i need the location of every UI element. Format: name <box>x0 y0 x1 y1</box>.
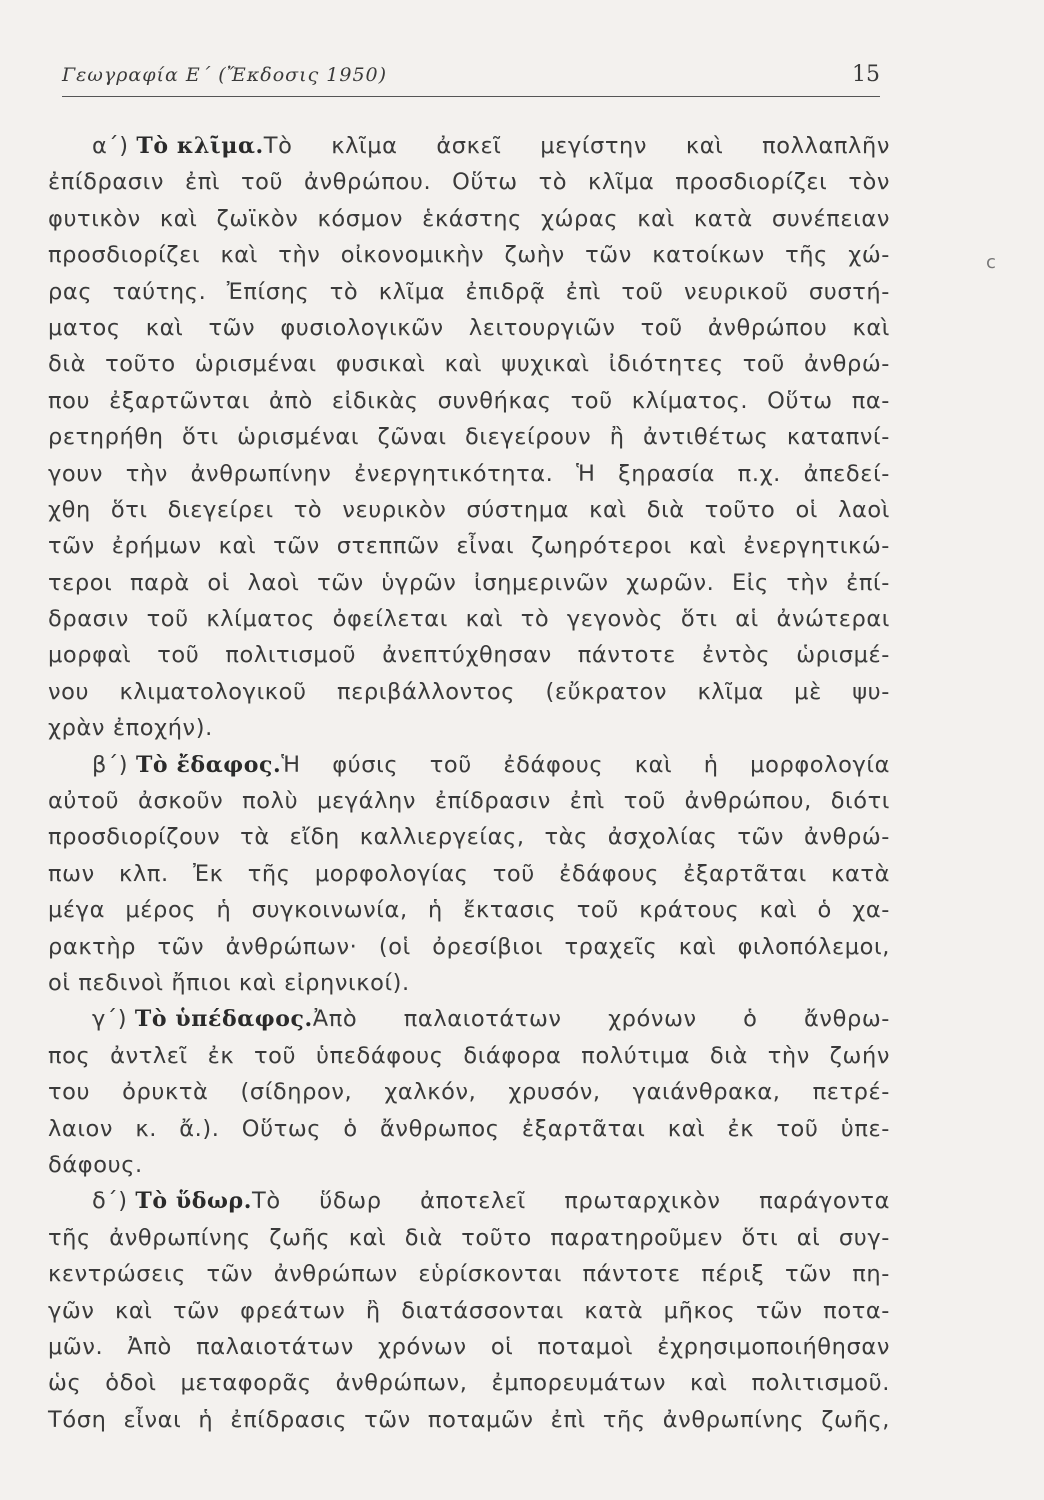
line-text: τεροι παρὰ οἱ λαοὶ τῶν ὑγρῶν ἰσημερινῶν χωρῶν. Εἰς τὴν ἐπί- <box>48 569 890 596</box>
line-text: ὡς ὁδοὶ μεταφορᾶς ἀνθρώπων, ἐμπορευμάτων καὶ πολιτισμοῦ. <box>48 1370 890 1397</box>
text-line <box>48 783 890 819</box>
text-line <box>48 856 890 892</box>
section-heading: Τὸ ἔδαφος. <box>135 751 282 778</box>
text-line <box>48 164 890 200</box>
line-text: προσδιορίζει καὶ τὴν οἰκονομικὴν ζωὴν τῶν κατοίκων τῆς χώ- <box>48 242 890 269</box>
running-header <box>62 62 880 97</box>
section-label: α΄) <box>92 133 137 159</box>
text-line <box>48 929 890 965</box>
text-line <box>48 274 890 310</box>
line-text: προσδιορίζουν τὰ εἴδη καλλιεργείας, τὰς ἀσχολίας τῶν ἀνθρώ- <box>48 824 890 851</box>
line-text: Ἡ φύσις τοῦ ἐδάφους καὶ ἡ μορφολογία <box>281 751 890 778</box>
text-line <box>48 456 890 492</box>
text-line <box>48 237 890 273</box>
text-line <box>48 310 890 346</box>
line-text: πων κλπ. Ἐκ τῆς μορφολογίας τοῦ ἐδάφους ἐξαρτᾶται κατὰ <box>48 860 890 887</box>
text-line <box>48 637 890 673</box>
line-text: χθη ὅτι διεγείρει τὸ νευρικὸν σύστημα καὶ διὰ τοῦτο οἱ λαοὶ <box>48 496 890 523</box>
book-title: Γεωγραφία Ε΄ (Ἔκδοσις 1950) <box>62 64 388 86</box>
line-text: του ὀρυκτὰ (σίδηρον, χαλκόν, χρυσόν, γαιάνθρακα, πετρέ- <box>48 1079 890 1106</box>
line-text: Ἀπὸ παλαιοτάτων χρόνων ὁ ἄνθρω- <box>312 1006 890 1033</box>
line-text: μῶν. Ἀπὸ παλαιοτάτων χρόνων οἱ ποταμοὶ ἐχρησιμοποιήθησαν <box>48 1333 890 1360</box>
line-text: κεντρώσεις τῶν ἀνθρώπων εὑρίσκονται πάντοτε πέριξ τῶν πη- <box>48 1261 890 1288</box>
line-text: φυτικὸν καὶ ζωϊκὸν κόσμον ἑκάστης χώρας καὶ κατὰ συνέπειαν <box>48 205 890 232</box>
line-text: που ἐξαρτῶνται ἀπὸ εἰδικὰς συνθήκας τοῦ κλίματος. Οὕτω πα- <box>48 387 890 414</box>
line-text: ματος καὶ τῶν φυσιολογικῶν λειτουργιῶν τοῦ ἀνθρώπου καὶ <box>48 314 890 341</box>
text-line <box>48 965 890 1001</box>
text-line <box>48 1220 890 1256</box>
text-line <box>48 819 890 855</box>
text-line <box>48 346 890 382</box>
line-text: Τὸ κλῖμα ἀσκεῖ μεγίστην καὶ πολλαπλῆν <box>263 133 890 159</box>
section-label: γ΄) <box>92 1006 135 1033</box>
text-line <box>48 601 890 637</box>
text-line <box>48 1147 890 1183</box>
line-text: πος ἀντλεῖ ἐκ τοῦ ὑπεδάφους διάφορα πολύτιμα διὰ τὴν ζωήν <box>48 1042 890 1069</box>
text-line <box>48 1365 890 1401</box>
page-number: 15 <box>852 62 880 87</box>
text-line <box>48 383 890 419</box>
text-line <box>48 1074 890 1110</box>
line-text: γουν τὴν ἀνθρωπίνην ἐνεργητικότητα. Ἡ ξηρασία π.χ. ἀπεδεί- <box>48 460 890 487</box>
text-line <box>48 1038 890 1074</box>
line-text: μορφαὶ τοῦ πολιτισμοῦ ἀνεπτύχθησαν πάντοτε ἐντὸς ὡρισμέ- <box>48 642 890 669</box>
line-text: δρασιν τοῦ κλίματος ὀφείλεται καὶ τὸ γεγονὸς ὅτι αἱ ἀνώτεραι <box>48 606 890 633</box>
line-text: ρας ταύτης. Ἐπίσης τὸ κλῖμα ἐπιδρᾷ ἐπὶ τοῦ νευρικοῦ συστή- <box>48 278 890 305</box>
margin-mark: c <box>986 252 996 273</box>
text-line <box>48 710 890 746</box>
text-line <box>48 492 890 528</box>
line-text: δάφους. <box>48 1151 143 1178</box>
line-text: τῶν ἐρήμων καὶ τῶν στεππῶν εἶναι ζωηρότεροι καὶ ἐνεργητικώ- <box>48 533 890 560</box>
section-heading-line <box>48 747 890 783</box>
section-heading: Τὸ κλῖμα. <box>136 133 264 159</box>
line-text: γῶν καὶ τῶν φρεάτων ἢ διατάσσονται κατὰ μῆκος τῶν ποτα- <box>48 1297 890 1324</box>
text-line <box>48 528 890 564</box>
line-text: ἐπίδρασιν ἐπὶ τοῦ ἀνθρώπου. Οὕτω τὸ κλῖμα προσδιορίζει τὸν <box>48 169 890 196</box>
body-text <box>48 128 890 1438</box>
section-heading-line <box>48 128 890 164</box>
line-text: Τόση εἶναι ἡ ἐπίδρασις τῶν ποταμῶν ἐπὶ τῆς ἀνθρωπίνης ζωῆς, <box>48 1406 890 1433</box>
text-line <box>48 201 890 237</box>
line-text: οἱ πεδινοὶ ἤπιοι καὶ εἰρηνικοί). <box>48 969 410 996</box>
section-heading-line <box>48 1183 890 1219</box>
line-text: μέγα μέρος ἡ συγκοινωνία, ἡ ἔκτασις τοῦ κράτους καὶ ὁ χα- <box>48 897 890 924</box>
text-line <box>48 674 890 710</box>
line-text: νου κλιματολογικοῦ περιβάλλοντος (εὔκρατον κλῖμα μὲ ψυ- <box>48 678 890 705</box>
line-text: λαιον κ. ἄ.). Οὕτως ὁ ἄνθρωπος ἐξαρτᾶται καὶ ἐκ τοῦ ὑπε- <box>48 1115 890 1142</box>
text-line <box>48 1111 890 1147</box>
text-line <box>48 1256 890 1292</box>
text-line <box>48 419 890 455</box>
text-line <box>48 1293 890 1329</box>
section-heading: Τὸ ὑπέδαφος. <box>134 1006 313 1033</box>
line-text: ρετηρήθη ὅτι ὡρισμέναι ζῶναι διεγείρουν ἢ ἀντιθέτως καταπνί- <box>48 424 890 451</box>
section-label: β΄) <box>92 751 136 778</box>
line-text: διὰ τοῦτο ὡρισμέναι φυσικαὶ καὶ ψυχικαὶ ἰδιότητες τοῦ ἀνθρώ- <box>48 351 890 378</box>
section-heading: Τὸ ὕδωρ. <box>135 1188 253 1215</box>
line-text: ρακτὴρ τῶν ἀνθρώπων· (οἱ ὀρεσίβιοι τραχεῖς καὶ φιλοπόλεμοι, <box>48 933 890 960</box>
line-text: Τὸ ὕδωρ ἀποτελεῖ πρωταρχικὸν παράγοντα <box>252 1188 890 1215</box>
line-text: τῆς ἀνθρωπίνης ζωῆς καὶ διὰ τοῦτο παρατηροῦμεν ὅτι αἱ συγ- <box>48 1224 890 1251</box>
line-text: χρὰν ἐποχήν). <box>48 715 213 742</box>
section-heading-line <box>48 1001 890 1037</box>
text-line <box>48 892 890 928</box>
section-label: δ΄) <box>92 1188 136 1215</box>
text-line <box>48 1329 890 1365</box>
text-line <box>48 565 890 601</box>
line-text: αὐτοῦ ἀσκοῦν πολὺ μεγάλην ἐπίδρασιν ἐπὶ τοῦ ἀνθρώπου, διότι <box>48 788 890 815</box>
text-line <box>48 1402 890 1438</box>
